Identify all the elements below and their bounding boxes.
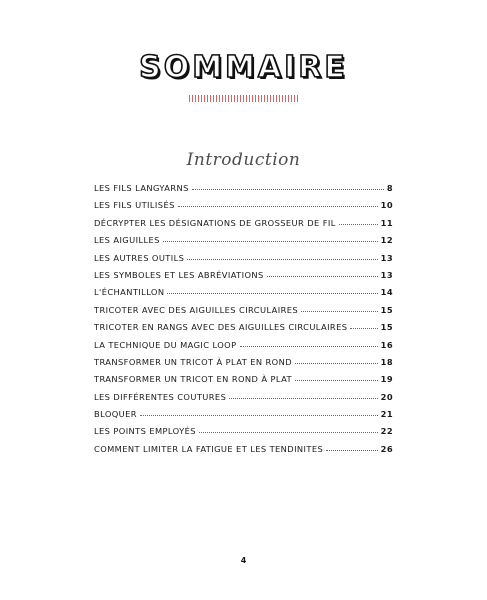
toc-entry[interactable] — [94, 444, 393, 461]
toc-entry-label: TRICOTER EN RANGS AVEC DES AIGUILLES CIRCULAIRES — [94, 322, 348, 333]
dot-leader — [240, 346, 378, 347]
toc-entry-label: DÉCRYPTER LES DÉSIGNATIONS DE GROSSEUR DE FIL — [94, 217, 336, 228]
dot-leader — [178, 206, 378, 207]
toc-entry-page: 13 — [380, 269, 393, 280]
table-of-contents — [94, 183, 393, 461]
toc-entry-page: 11 — [380, 217, 393, 228]
toc-entry-label: LES AIGUILLES — [94, 235, 160, 246]
dot-leader — [163, 241, 378, 242]
toc-entry[interactable] — [94, 374, 393, 391]
toc-entry[interactable] — [94, 218, 393, 235]
toc-entry-page: 13 — [380, 252, 393, 263]
toc-entry-page: 19 — [380, 374, 393, 385]
toc-entry-label: TRANSFORMER UN TRICOT À PLAT EN ROND — [94, 356, 292, 367]
toc-entry[interactable] — [94, 305, 393, 322]
toc-entry-label: LES AUTRES OUTILS — [94, 252, 185, 263]
toc-entry-page: 22 — [380, 426, 393, 437]
dot-leader — [229, 398, 377, 399]
page-title: SOMMAIRE — [139, 50, 348, 85]
toc-entry[interactable] — [94, 340, 393, 357]
toc-entry[interactable] — [94, 287, 393, 304]
dot-leader — [167, 293, 377, 294]
toc-entry[interactable] — [94, 235, 393, 252]
toc-entry-page: 14 — [380, 287, 393, 298]
dot-leader — [187, 259, 377, 260]
toc-entry-label: LES FILS UTILISÉS — [94, 200, 175, 211]
toc-entry-page: 26 — [380, 443, 393, 454]
toc-entry-label: LES DIFFÉRENTES COUTURES — [94, 391, 227, 402]
toc-entry-page: 18 — [380, 356, 393, 367]
toc-entry[interactable] — [94, 357, 393, 374]
toc-entry-page: 8 — [386, 183, 393, 193]
toc-entry-label: LA TECHNIQUE DU MAGIC LOOP — [94, 339, 237, 350]
toc-entry-page: 12 — [380, 235, 393, 246]
dot-leader — [267, 276, 378, 277]
dot-leader — [339, 224, 378, 225]
toc-entry[interactable] — [94, 183, 393, 200]
dot-leader — [199, 432, 378, 433]
toc-entry-label: L'ÉCHANTILLON — [94, 287, 165, 298]
toc-entry-page: 10 — [380, 200, 393, 211]
section-heading: Introduction — [186, 150, 301, 170]
toc-entry-label: TRANSFORMER UN TRICOT EN ROND À PLAT — [94, 374, 292, 385]
toc-entry-page: 21 — [380, 409, 393, 420]
toc-entry[interactable] — [94, 270, 393, 287]
dot-leader — [350, 328, 377, 329]
toc-entry-label: LES FILS LANGYARNS — [94, 183, 189, 193]
toc-entry-label: TRICOTER AVEC DES AIGUILLES CIRCULAIRES — [94, 304, 299, 315]
toc-entry-label: LES POINTS EMPLOYÉS — [94, 426, 196, 437]
dot-leader — [326, 450, 377, 451]
dot-leader — [295, 380, 378, 381]
toc-entry[interactable] — [94, 322, 393, 339]
toc-entry-page: 20 — [380, 391, 393, 402]
toc-entry[interactable] — [94, 409, 393, 426]
toc-entry[interactable] — [94, 426, 393, 443]
dot-leader — [295, 363, 378, 364]
dot-leader — [301, 311, 378, 312]
toc-entry-page: 15 — [380, 304, 393, 315]
toc-entry[interactable] — [94, 392, 393, 409]
dot-leader — [192, 189, 384, 190]
toc-entry-page: 16 — [380, 339, 393, 350]
toc-entry[interactable] — [94, 200, 393, 217]
toc-entry-label: LES SYMBOLES ET LES ABRÉVIATIONS — [94, 269, 264, 280]
toc-entry-label: BLOQUER — [94, 409, 137, 420]
page-number: 4 — [240, 556, 247, 565]
toc-entry[interactable] — [94, 253, 393, 270]
toc-entry-label: COMMENT LIMITER LA FATIGUE ET LES TENDINITES — [94, 443, 324, 454]
decorative-divider — [189, 95, 299, 102]
toc-entry-page: 15 — [380, 322, 393, 333]
dot-leader — [140, 415, 378, 416]
